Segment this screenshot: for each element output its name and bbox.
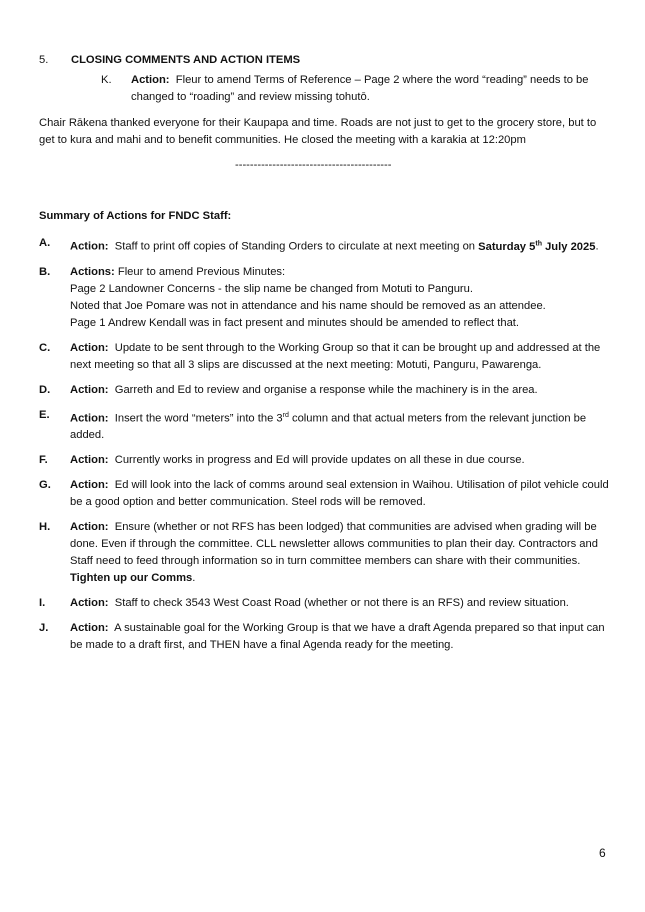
item-letter: K. — [101, 74, 112, 86]
closing-paragraph: Chair Rākena thanked everyone for their Kaupapa and time. Roads are not just to get to the grocery store, but to get to kura and mahi and to benefit communities. He closed the meeting with a karakia at 12:20pm — [39, 117, 597, 146]
action-item-j — [39, 620, 614, 654]
item-intro: Fleur to amend Previous Minutes: — [117, 265, 286, 278]
section-title: CLOSING COMMENTS AND ACTION ITEMS — [71, 54, 301, 66]
item-text: Garreth and Ed to review and organise a response while the machinery is in the area. — [114, 383, 538, 396]
item-line: Page 2 Landowner Concerns - the slip name be changed from Motuti to Panguru. — [70, 282, 473, 295]
meeting-date — [478, 241, 595, 253]
action-label: Action: — [70, 479, 109, 492]
item-letter: J. — [39, 622, 49, 635]
emphasis-text: Tighten up our Comms — [70, 572, 193, 585]
item-line: Page 1 Andrew Kendall was in fact present and minutes should be amended to reflect that. — [70, 316, 520, 329]
item-letter: F. — [39, 454, 48, 467]
item-text: Staff to check 3543 West Coast Road (whether or not there is an RFS) and review situation. — [114, 597, 569, 610]
action-item-d — [39, 382, 614, 399]
action-label: Action: — [70, 383, 109, 396]
item-text: Ensure (whether or not RFS has been lodged) that communities are advised when grading will be done. Even if through the committee. CLL newsletter allows communities to plan their day. Contractors and Staff need to feed through information so in turn committee members can share with their communities. — [70, 521, 598, 568]
summary-heading: Summary of Actions for FNDC Staff: — [39, 210, 232, 222]
item-body — [131, 72, 601, 106]
action-label: Action: — [70, 412, 109, 425]
item-letter: B. — [39, 265, 51, 278]
action-label: Action: — [70, 597, 109, 610]
item-text: Update to be sent through to the Working Group so that it can be brought up and addressed at the next meeting so that all 3 slips are discussed at the next meeting: Motuti, Panguru, Pawarenga. — [70, 341, 601, 371]
ordinal-suffix: rd — [282, 411, 289, 419]
action-item-f — [39, 452, 614, 469]
date-suffix: th — [535, 240, 542, 247]
actions-list — [39, 235, 614, 662]
action-item-e — [39, 407, 614, 445]
item-end: . — [595, 240, 599, 253]
item-letter: D. — [39, 383, 51, 396]
item-text: A sustainable goal for the Working Group is that we have a draft Agenda prepared so that input can be made to a draft first, and THEN have a final Agenda ready for the meeting. — [70, 622, 605, 652]
item-letter: C. — [39, 341, 51, 354]
action-label: Action: — [70, 622, 109, 635]
date-day: Saturday 5 — [478, 240, 536, 253]
action-label: Action: — [70, 521, 109, 534]
item-text: Fleur to amend Terms of Reference – Page 2 where the word “reading” needs to be changed to “roading” and review missing tohutō. — [131, 74, 589, 103]
item-letter: G. — [39, 479, 51, 492]
item-text: Staff to print off copies of Standing Orders to circulate at next meeting on — [114, 240, 476, 253]
action-label: Action: — [70, 454, 109, 467]
item-text: Ed will look into the lack of comms around seal extension in Waihou. Utilisation of pilot vehicle could be a good option and better communication. Steel rods will be removed. — [70, 479, 609, 509]
action-label: Action: — [131, 74, 170, 86]
action-item-a — [39, 235, 614, 256]
item-text: Insert the word “meters” into the 3 — [114, 412, 283, 425]
actions-label: Actions: — [70, 265, 115, 278]
date-month-year: July 2025 — [541, 240, 596, 253]
item-letter: H. — [39, 521, 51, 534]
action-label: Action: — [70, 341, 109, 354]
section-number: 5. — [39, 54, 49, 66]
item-letter: E. — [39, 408, 50, 421]
item-end: . — [192, 572, 196, 585]
section-heading — [39, 52, 300, 69]
item-letter: A. — [39, 237, 51, 249]
item-letter: I. — [39, 597, 46, 610]
action-item-c — [39, 340, 614, 374]
action-item-g — [39, 477, 614, 511]
action-item-i — [39, 595, 614, 612]
action-label: Action: — [70, 240, 109, 253]
item-text-cont: column and that actual meters from the relevant junction be added. — [70, 412, 587, 442]
action-item-b — [39, 264, 614, 332]
item-text: Currently works in progress and Ed will provide updates on all these in due course. — [114, 454, 525, 467]
divider-line: ------------------------------------------ — [235, 159, 392, 171]
action-item-h — [39, 519, 614, 587]
page-number: 6 — [599, 846, 606, 860]
item-line: Noted that Joe Pomare was not in attendance and his name should be removed as an attendee. — [70, 299, 546, 312]
